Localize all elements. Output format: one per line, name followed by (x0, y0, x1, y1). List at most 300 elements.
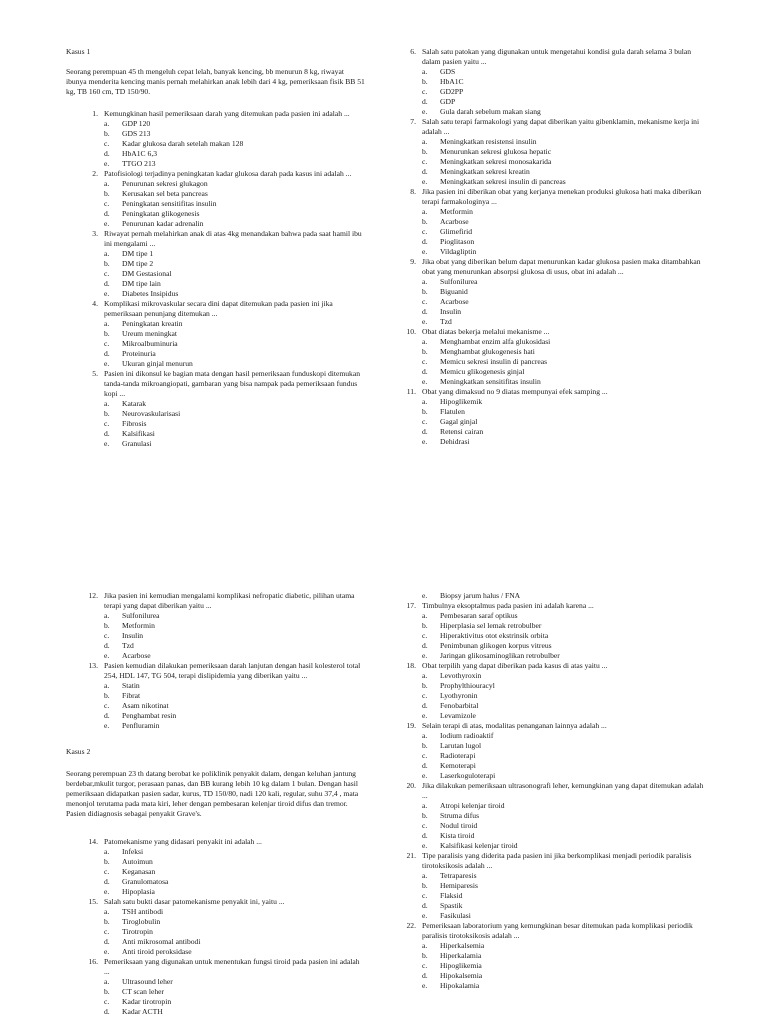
option-text: Laserkoguloterapi (440, 771, 496, 780)
option-text: GDP 120 (122, 119, 151, 128)
answer-option (400, 671, 710, 681)
question-stem (82, 229, 366, 249)
answer-option (400, 177, 710, 187)
option-letter: e. (422, 911, 428, 920)
option-letter: a. (422, 277, 428, 286)
answer-option (400, 681, 710, 691)
answer-option (82, 409, 366, 419)
option-text: Gagal ginjal (440, 417, 478, 426)
answer-option (82, 1007, 366, 1017)
question-stem (400, 781, 710, 801)
answer-option (400, 971, 710, 981)
answer-option (82, 269, 366, 279)
answer-option (400, 107, 710, 117)
answer-option (400, 891, 710, 901)
question-text: Jika pasien ini diberikan obat yang kerjanya menekan produksi glukosa hati maka diberikan terapi farmakologinya ... (422, 187, 702, 206)
option-text: Kadar tirotropin (122, 997, 172, 1006)
option-letter: a. (104, 399, 110, 408)
question (82, 109, 366, 169)
option-text: Meningkatkan sekresi kreatin (440, 167, 530, 176)
question (400, 601, 710, 661)
answer-option (82, 339, 366, 349)
answer-option (82, 631, 366, 641)
option-text: Mikroalbuminuria (122, 339, 178, 348)
question-text: Tipe paralisis yang diderita pada pasien ini jika berkomplikasi menjadi periodik paralisis tirotoksikosis adalah ... (422, 851, 692, 870)
question (82, 897, 366, 957)
option-text: Meningkatkan resistensi insulin (440, 137, 537, 146)
answer-option (400, 357, 710, 367)
option-letter: e. (104, 651, 110, 660)
question-stem (82, 169, 366, 179)
question-stem (82, 661, 366, 681)
answer-option (82, 219, 366, 229)
option-text: Biguanid (440, 287, 468, 296)
option-text: Peningkatan glikogenesis (122, 209, 200, 218)
option-text: Sulfonilurea (122, 611, 160, 620)
option-text: Tzd (440, 317, 452, 326)
option-letter: c. (422, 821, 428, 830)
option-letter: d. (104, 279, 110, 288)
option-text: Statin (122, 681, 140, 690)
option-text: Hiperplasia sel lemak retrobulber (440, 621, 542, 630)
option-text: Pembesaran saraf optikus (440, 611, 518, 620)
option-text: Sulfonilurea (440, 277, 478, 286)
option-text: Acarbose (440, 217, 469, 226)
option-letter: c. (104, 997, 110, 1006)
answer-option (400, 397, 710, 407)
option-letter: c. (422, 417, 428, 426)
option-letter: a. (422, 67, 428, 76)
answer-option (400, 741, 710, 751)
option-letter: a. (104, 249, 110, 258)
option-text: Anti tiroid peroksidase (122, 947, 192, 956)
option-text: Gula darah sebelum makan siang (440, 107, 541, 116)
option-text: GDS 213 (122, 129, 151, 138)
option-text: HbA1C (440, 77, 464, 86)
option-text: Keganasan (122, 867, 156, 876)
question-number: 11. (406, 387, 416, 396)
question (400, 117, 710, 187)
answer-option (82, 611, 366, 621)
option-text: Proteinuria (122, 349, 156, 358)
option-letter: e. (104, 947, 110, 956)
option-text: DM Gestasional (122, 269, 172, 278)
option-text: Diabetes Insipidus (122, 289, 179, 298)
answer-option (400, 611, 710, 621)
option-text: Vildagliptin (440, 247, 477, 256)
option-letter: c. (104, 927, 110, 936)
answer-option (400, 77, 710, 87)
option-letter: c. (422, 891, 428, 900)
question-text: Selain terapi di atas, modalitas penanganan lainnya adalah ... (422, 721, 607, 730)
option-text: Meningkatkan sekresi insulin di pancreas (440, 177, 566, 186)
answer-option (400, 227, 710, 237)
option-text: Nodul tiroid (440, 821, 478, 830)
answer-option (400, 901, 710, 911)
answer-option (400, 277, 710, 287)
option-letter: e. (104, 359, 110, 368)
option-letter: c. (422, 227, 428, 236)
option-letter: a. (104, 319, 110, 328)
option-letter: c. (104, 701, 110, 710)
question-stem (400, 387, 710, 397)
option-letter: d. (422, 97, 428, 106)
question-text: Patomekanisme yang didasari penyakit ini adalah ... (104, 837, 262, 846)
option-letter: a. (104, 847, 110, 856)
option-letter: e. (104, 159, 110, 168)
question-text: Salah satu patokan yang digunakan untuk mengetahui kondisi gula darah selama 3 bulan dalam pasien yaitu ... (422, 47, 692, 66)
answer-option (400, 941, 710, 951)
question-number: 20. (406, 781, 416, 790)
option-text: Meningkatkan sekresi monosakarida (440, 157, 552, 166)
answer-option (400, 427, 710, 437)
question-number: 4. (92, 299, 98, 308)
option-letter: d. (422, 971, 428, 980)
option-letter: e. (422, 651, 428, 660)
option-text: Iodium radioaktif (440, 731, 494, 740)
answer-option (82, 159, 366, 169)
question-stem (400, 117, 710, 137)
question-list (400, 47, 710, 447)
question-text: Timbulnya eksoptalmus pada pasien ini adalah karena ... (422, 601, 594, 610)
question-list (66, 109, 366, 449)
answer-option (400, 961, 710, 971)
option-letter: d. (422, 427, 428, 436)
question-text: Jika obat yang diberikan belum dapat menurunkan kadar glukosa pasien maka ditambahkan obat yang menurunkan absorpsi glukosa di usus, obat ini adalah ... (422, 257, 701, 276)
option-text: Penurunan sekresi glukagon (122, 179, 208, 188)
question-list (66, 591, 366, 731)
page1-left-column (66, 47, 366, 449)
option-text: GD2PP (440, 87, 464, 96)
answer-option (400, 771, 710, 781)
option-text: Prophylthiouracyl (440, 681, 495, 690)
option-text: Kerusakan sel beta pancreas (122, 189, 208, 198)
option-text: CT scan leher (122, 987, 165, 996)
question (400, 851, 710, 921)
option-text: Menghambat glukogenesis hati (440, 347, 535, 356)
option-text: Insulin (440, 307, 462, 316)
answer-option (82, 289, 366, 299)
question-stem (82, 299, 366, 319)
option-letter: e. (422, 317, 428, 326)
answer-option (82, 877, 366, 887)
answer-option (400, 701, 710, 711)
option-letter: c. (104, 139, 110, 148)
page2-right-column (400, 591, 710, 991)
answer-option (82, 119, 366, 129)
option-text: HbA1C 6,3 (122, 149, 158, 158)
question-list (400, 601, 710, 991)
option-text: Kalsifikasi (122, 429, 155, 438)
option-letter: c. (104, 631, 110, 640)
question (400, 387, 710, 447)
option-text: Struma difus (440, 811, 480, 820)
option-letter: e. (422, 177, 428, 186)
answer-option (400, 247, 710, 257)
option-text: Penghambat resin (122, 711, 177, 720)
answer-option (82, 329, 366, 339)
option-text: Granulasi (122, 439, 152, 448)
question-number: 7. (410, 117, 416, 126)
answer-option (82, 319, 366, 329)
question (82, 661, 366, 731)
answer-option (400, 97, 710, 107)
answer-option (82, 887, 366, 897)
option-letter: a. (422, 671, 428, 680)
answer-option (82, 429, 366, 439)
option-text: Metformin (440, 207, 473, 216)
answer-option (82, 997, 366, 1007)
question-stem (82, 897, 366, 907)
answer-option (82, 189, 366, 199)
option-text: Tzd (122, 641, 134, 650)
answer-option (400, 841, 710, 851)
option-letter: d. (104, 877, 110, 886)
answer-option (82, 917, 366, 927)
option-text: Ultrasound leher (122, 977, 173, 986)
option-letter: d. (422, 761, 428, 770)
question-number: 21. (406, 851, 416, 860)
option-text: Hiperkalsemia (440, 941, 485, 950)
answer-option (400, 641, 710, 651)
answer-option (400, 347, 710, 357)
answer-option (82, 651, 366, 661)
option-letter: b. (104, 691, 110, 700)
option-text: Jaringan glikosaminoglikan retrobulber (440, 651, 560, 660)
option-letter: a. (104, 907, 110, 916)
question-number: 5. (92, 369, 98, 378)
question-text: Salah satu bukti dasar patomekanisme penyakit ini, yaitu ... (104, 897, 285, 906)
answer-option (82, 419, 366, 429)
option-letter: a. (104, 179, 110, 188)
answer-option (82, 149, 366, 159)
answer-option (400, 297, 710, 307)
question-text: Jika pasien ini kemudian mengalami komplikasi nefropatic diabetic, pilihan utama terapi yang dapat diberikan yaitu ... (104, 591, 355, 610)
question-text: Pasien ini dikonsul ke bagian mata dengan hasil pemeriksaan funduskopi ditemukan tanda-tanda mikroangiopati, gambaran yang bisa nampak pada pemeriksaan fundus kopi ... (104, 369, 361, 398)
question (400, 661, 710, 721)
option-letter: a. (104, 977, 110, 986)
page1-right-column (400, 47, 710, 447)
option-text: Kalsifikasi kelenjar tiroid (440, 841, 518, 850)
option-text: Retensi cairan (440, 427, 484, 436)
answer-option (400, 377, 710, 387)
answer-option (82, 129, 366, 139)
option-text: Hiperaktivitus otot ekstrinsik orbita (440, 631, 549, 640)
option-text: Penurunan kadar adrenalin (122, 219, 204, 228)
question (82, 837, 366, 897)
option-letter: b. (104, 329, 110, 338)
option-text: TTGO 213 (122, 159, 156, 168)
option-text: Hipoplasia (122, 887, 155, 896)
question-stem (400, 47, 710, 67)
answer-option (400, 651, 710, 661)
option-letter: d. (104, 149, 110, 158)
question-number: 10. (406, 327, 416, 336)
question-stem (82, 957, 366, 977)
option-text: Lyothyronin (440, 691, 478, 700)
answer-option (400, 137, 710, 147)
option-letter: c. (422, 631, 428, 640)
case-2-title: Kasus 2 (66, 747, 91, 756)
answer-option (82, 681, 366, 691)
question-number: 18. (406, 661, 416, 670)
case-2-description: Seorang perempuan 23 th datang berobat ke poliklinik penyakit dalam, dengan keluhan jantung berdebar,mkulit turgor, perasaan panas, dan BB kurang lebih 10 kg dalam 1 bulan. Dengan hasil pemeriksaan didapatkan pasien sadar, kurus, TD 150/80, nadi 120 kali, regular, suhu 37,4 , mata menonjol terutama pada mata kiri, leher dengan pembesaran kelenjar tiroid difus dan tremor. Pasien didiagnosis sebagai penyakit Grave's. (66, 769, 359, 818)
option-text: Hiperkalamia (440, 951, 482, 960)
option-text: Levothyroxin (440, 671, 482, 680)
option-text: Menghambat enzim alfa glukosidasi (440, 337, 551, 346)
question-stem (400, 661, 710, 671)
option-letter: b. (104, 129, 110, 138)
option-letter: d. (422, 641, 428, 650)
answer-option (82, 259, 366, 269)
option-letter: c. (422, 961, 428, 970)
option-text: Glimefirid (440, 227, 473, 236)
option-text: Hipoglikemia (440, 961, 482, 970)
question-text: Salah satu terapi farmakologi yang dapat diberikan yaitu gibenklamin, mekanisme kerja ini adalah ... (422, 117, 700, 136)
question-stem (82, 369, 366, 399)
answer-option (400, 287, 710, 297)
answer-option (82, 691, 366, 701)
option-text: Fenobarbital (440, 701, 479, 710)
answer-option (400, 417, 710, 427)
answer-option (82, 249, 366, 259)
question (400, 47, 710, 117)
question-stem (82, 837, 366, 847)
option-letter: e. (422, 771, 428, 780)
option-letter: e. (422, 981, 428, 990)
option-text: Hipoglikemik (440, 397, 483, 406)
question-number: 12. (88, 591, 98, 600)
option-text: Dehidrasi (440, 437, 470, 446)
option-letter: a. (422, 801, 428, 810)
option-text: Larutan lugol (440, 741, 482, 750)
question-number: 9. (410, 257, 416, 266)
option-text: Fibrosis (122, 419, 147, 428)
option-text: Autoimun (122, 857, 153, 866)
option-letter: b. (422, 741, 428, 750)
option-text: Meningkatkan sensitifitas insulin (440, 377, 541, 386)
option-letter: d. (422, 701, 428, 710)
case-1-description: Seorang perempuan 45 th mengeluh cepat lelah, banyak kencing, bb menurun 8 kg, riwayat ibunya menderita kencing manis pernah melahirkan anak lebih dari 4 kg, pemeriksaan fisik BB 51 kg, TB 160 cm, TD 150/90. (66, 67, 365, 96)
option-text: Kista tiroid (440, 831, 475, 840)
option-text: Penimbunan glikogen korpus vitreus (440, 641, 552, 650)
question-text: Komplikasi mikrovaskular secara dini dapat ditemukan pada pasien ini jika pemeriksaan penunjang ditemukan ... (104, 299, 333, 318)
answer-option (400, 217, 710, 227)
answer-option (82, 399, 366, 409)
answer-option (400, 307, 710, 317)
question-text: Pemeriksaan yang digunakan untuk menentukan fungsi tiroid pada pasien ini adalah ... (104, 957, 360, 976)
option-letter: b. (422, 811, 428, 820)
question-stem (82, 591, 366, 611)
question-number: 19. (406, 721, 416, 730)
answer-option (82, 907, 366, 917)
option-text: Acarbose (122, 651, 151, 660)
option-letter: c. (422, 357, 428, 366)
question-stem (82, 109, 366, 119)
question-stem (400, 257, 710, 277)
answer-option (400, 317, 710, 327)
question-number: 15. (88, 897, 98, 906)
option-letter: c. (104, 867, 110, 876)
option-letter: b. (422, 407, 428, 416)
answer-option (82, 721, 366, 731)
option-text: Flatulen (440, 407, 465, 416)
question (82, 591, 366, 661)
option-letter: b. (422, 147, 428, 156)
answer-option (82, 199, 366, 209)
option-text: Memicu sekresi insulin di pancreas (440, 357, 548, 366)
option-text: Tiroglobulin (122, 917, 161, 926)
answer-option (400, 821, 710, 831)
option-text: Ureum meningkat (122, 329, 178, 338)
question (400, 781, 710, 851)
answer-option (400, 801, 710, 811)
question-number: 6. (410, 47, 416, 56)
question (82, 957, 366, 1017)
option-letter: b. (104, 409, 110, 418)
question (82, 299, 366, 369)
option-letter: c. (104, 269, 110, 278)
option-letter: c. (422, 751, 428, 760)
option-text: Pioglitason (440, 237, 475, 246)
answer-option (82, 947, 366, 957)
question-text: Obat terpilih yang dapat diberikan pada kasus di atas yaitu ... (422, 661, 608, 670)
option-text: Spastik (440, 901, 463, 910)
option-text: Hemiparesis (440, 881, 478, 890)
option-text: Infeksi (122, 847, 144, 856)
answer-option (82, 179, 366, 189)
answer-option (82, 987, 366, 997)
question-number: 16. (88, 957, 98, 966)
question-stem (400, 187, 710, 207)
question-text: Riwayat pernah melahirkan anak di atas 4kg menandakan bahwa pada saat hamil ibu ini mengalami ... (104, 229, 362, 248)
option-letter: a. (422, 611, 428, 620)
option-letter: b. (422, 217, 428, 226)
option-continued (400, 591, 710, 601)
answer-option (400, 691, 710, 701)
answer-option (400, 87, 710, 97)
option-letter: e. (422, 841, 428, 850)
answer-option (400, 881, 710, 891)
question-number: 17. (406, 601, 416, 610)
answer-option (400, 831, 710, 841)
answer-option (82, 711, 366, 721)
option-text: Neurovaskularisasi (122, 409, 181, 418)
option-letter: d. (422, 307, 428, 316)
answer-option (400, 811, 710, 821)
answer-option (400, 631, 710, 641)
answer-option (400, 367, 710, 377)
option-letter: b. (422, 681, 428, 690)
option-text: Hipokalsemia (440, 971, 483, 980)
question-stem (400, 327, 710, 337)
answer-option (400, 871, 710, 881)
option-text: Peningkatan kreatin (122, 319, 183, 328)
question (400, 921, 710, 991)
option-letter: d. (104, 429, 110, 438)
answer-option (400, 337, 710, 347)
answer-option (82, 937, 366, 947)
question-text: Obat diatas bekerja melalui mekanisme ... (422, 327, 550, 336)
option-letter: b. (104, 189, 110, 198)
answer-option (400, 67, 710, 77)
option-letter: e. (104, 289, 110, 298)
option-letter: d. (104, 641, 110, 650)
question-number: 8. (410, 187, 416, 196)
answer-option (400, 147, 710, 157)
option-text: Metformin (122, 621, 155, 630)
option-letter: b. (422, 347, 428, 356)
